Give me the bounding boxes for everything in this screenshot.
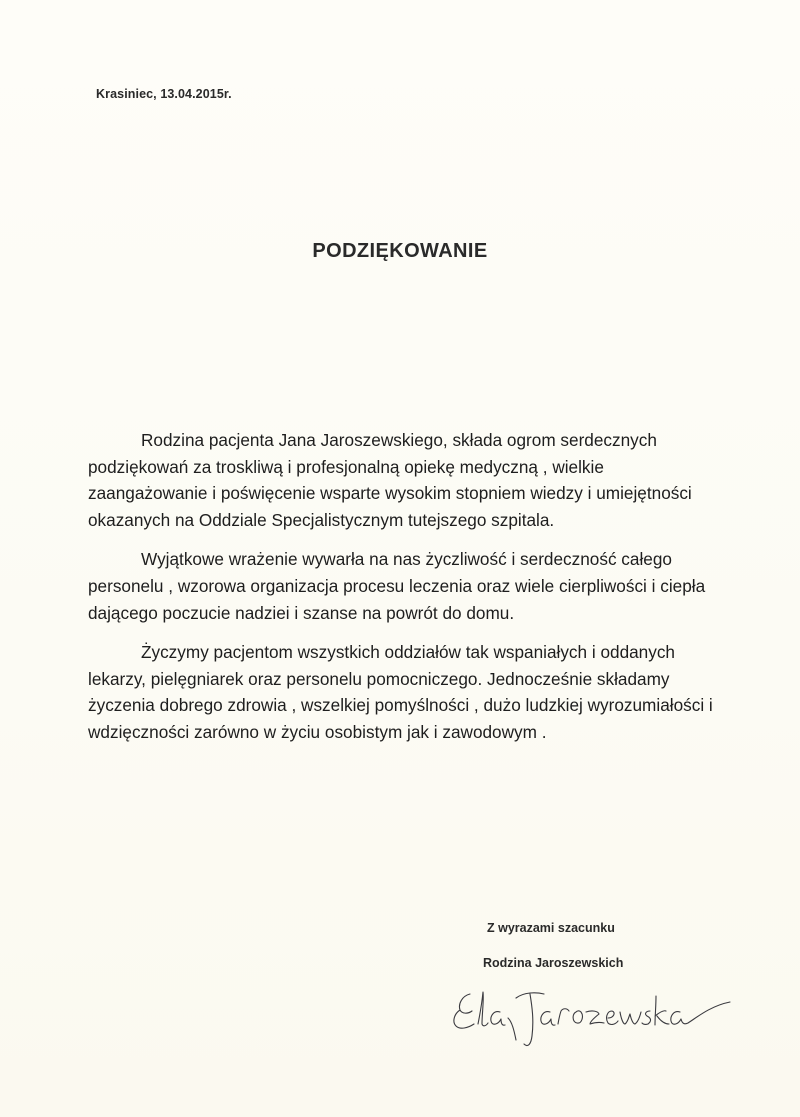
signatory-name: Rodzina Jaroszewskich (483, 956, 624, 970)
paragraph-2: Wyjątkowe wrażenie wywarła na nas życzliwość i serdeczność całego personelu , wzorowa organizacja procesu leczenia oraz wiele cierpliwości i ciepła dającego poczucie nadziei i szanse na powrót do domu. (88, 549, 706, 623)
handwritten-signature (448, 978, 748, 1058)
letter-title: PODZIĘKOWANIE (312, 240, 488, 262)
paragraph-1: Rodzina pacjenta Jana Jaroszewskiego, składa ogrom serdecznych podziękowań za troskliwą i profesjonalną opiekę medyczną , wielkie zaangażowanie i poświęcenie wsparte wysokim stopniem wiedzy i umiejętności okazanych na Oddziale Specjalistycznym tutejszego szpitala. (88, 430, 692, 530)
closing-phrase: Z wyrazami szacunku (487, 921, 615, 935)
date-line: Krasiniec, 13.04.2015r. (96, 87, 232, 101)
paragraph-3: Życzymy pacjentom wszystkich oddziałów tak wspaniałych i oddanych lekarzy, pielęgniarek oraz personelu pomocniczego. Jednocześnie składamy życzenia dobrego zdrowia , wszelkiej pomyślności , dużo ludzkiej wyrozumiałości i wdzięczności zarówno w życiu osobistym jak i zawodowym . (88, 642, 713, 742)
letter-body (88, 427, 728, 746)
